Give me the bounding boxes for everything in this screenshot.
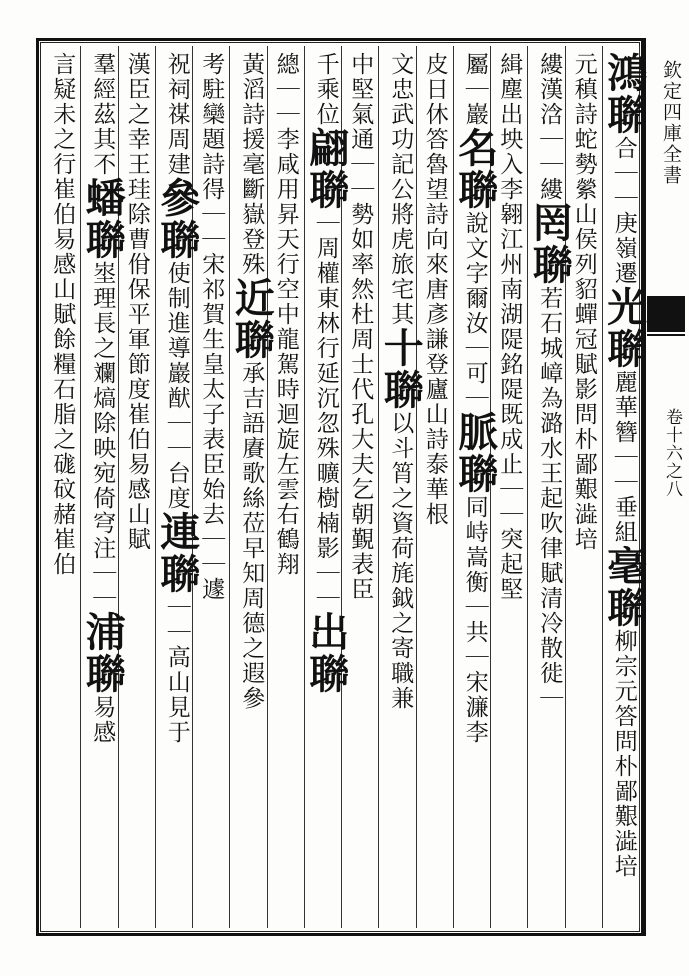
entry-heading: 光聯: [600, 286, 648, 370]
column-text: [600, 52, 648, 879]
entry-text: 王珪除曹佾保平軍節度: [123, 152, 150, 402]
fishtail-mark: [647, 296, 685, 330]
entry-text: 屬｜巖: [461, 52, 488, 127]
entry-heading: 浦聯: [79, 611, 127, 695]
column-text: [451, 52, 499, 745]
text-column: [526, 46, 574, 928]
entry-text: 皮日休答魯望詩向來: [421, 52, 448, 277]
column-text: [153, 52, 201, 745]
entry-text: 考駐欒題詩得｜｜: [198, 52, 225, 252]
text-column: [566, 46, 603, 928]
entry-text: 杜周士代孔大夫乞朝覲表臣: [347, 302, 374, 602]
entry-heading: 近聯: [228, 277, 276, 361]
text-column: [228, 46, 276, 928]
fold-line: [647, 330, 685, 336]
entry-text: 言疑未之行: [49, 52, 76, 177]
column-text: [228, 52, 276, 711]
column-text: [302, 52, 350, 695]
entry-text: 若石城嶂為潞水王起吹律賦清冷散徙｜: [536, 286, 563, 711]
text-column: [153, 46, 201, 928]
column-text: [526, 52, 574, 711]
entry-text: 崔伯: [49, 527, 76, 577]
entry-heading: 出聯: [302, 611, 350, 695]
entry-heading: 十聯: [377, 327, 425, 411]
entry-text: 埊理長之斕熇除映宛倚穹注｜｜: [89, 261, 116, 611]
column-text: [423, 52, 447, 527]
entry-text: 承吉語賡歌絲莅早知周德之遐參: [238, 361, 265, 711]
column-text: [274, 52, 298, 577]
entry-text: 千乘位: [312, 52, 339, 127]
entry-text: 文忠武功記公將虎旅宅其: [387, 52, 414, 327]
entry-heading: 參聯: [153, 177, 201, 261]
entry-text: 使制進導巖猷｜｜台度: [163, 261, 190, 511]
margin-juan-number: 卷十六之八: [662, 408, 682, 498]
column-text: [377, 52, 425, 711]
entry-text: ｜周權東林行延沉忽殊曠樹楠影｜｜: [312, 211, 339, 611]
entry-heading: 鴻聯: [600, 52, 648, 136]
entry-text: 以斗筲之資荷旄鉞之寄職兼: [387, 411, 414, 711]
entry-heading: 毫聯: [600, 545, 648, 629]
entry-text: 元稹詩蛇勢縈山: [570, 52, 597, 227]
entry-text: 祝祠禖周建: [163, 52, 190, 177]
column-text: [497, 52, 521, 602]
text-column: [44, 46, 81, 928]
entry-text: 李翱江州南湖隄銘隄既成止｜｜突起堅: [496, 177, 523, 602]
column-text: [348, 52, 372, 602]
entry-text: 總｜｜: [272, 52, 299, 127]
column-text: [199, 52, 223, 602]
entry-text: ｜｜高山見于: [163, 595, 190, 745]
entry-text: 說文字爾汝｜可｜: [461, 211, 488, 411]
entry-heading: 罔聯: [526, 202, 574, 286]
text-column: [268, 46, 305, 928]
entry-heading: 連聯: [153, 511, 201, 595]
entry-text: 李咸用昇天行空中龍駕時迴旋左雲右鶴翔: [272, 127, 299, 577]
entry-text: 柳宗元答問朴鄙艱澁培: [610, 629, 637, 879]
entry-text: 同峙嵩衡｜共｜宋濂李: [461, 495, 488, 745]
column-text: [125, 52, 149, 552]
entry-text: 崔伯易感山賦餘糧石脂之硥砇赭: [49, 177, 76, 527]
entry-text: 麗華簪｜｜垂組: [610, 370, 637, 545]
text-column: [451, 46, 499, 928]
entry-heading: 名聯: [451, 127, 499, 211]
entry-heading: 蟠聯: [79, 177, 127, 261]
column-text: [572, 52, 596, 552]
entry-text: 崔伯易感山賦: [123, 402, 150, 552]
entry-text: 易感: [89, 695, 116, 745]
entry-text: 唐彥謙登廬山詩泰華根: [421, 277, 448, 527]
entry-text: 羣經茲其不: [89, 52, 116, 177]
text-column: [302, 46, 350, 928]
entry-text: 漢臣之幸: [123, 52, 150, 152]
entry-text: 宋祁賀生皇太子表臣始去｜｜遽: [198, 252, 225, 602]
entry-text: 緝塵出坱入: [496, 52, 523, 177]
column-text: [50, 52, 74, 577]
entry-text: 問朴鄙艱澁培: [570, 402, 597, 552]
entry-text: 黃滔詩援毫斷嶽登殊: [238, 52, 265, 277]
entry-heading: 翩聯: [302, 127, 350, 211]
text-column: [79, 46, 127, 928]
text-column: [600, 46, 648, 928]
entry-text: 中堅氣通｜｜勢如率然: [347, 52, 374, 302]
entry-text: 侯列貂蟬冠賦影: [570, 227, 597, 402]
entry-text: 合｜｜庚嶺遷: [610, 136, 637, 286]
margin-title: 欽定四庫全書: [660, 60, 682, 186]
text-column: [377, 46, 425, 928]
entry-text: 縷漢浛｜｜縷: [536, 52, 563, 202]
column-text: [79, 52, 127, 745]
text-column: [417, 46, 454, 928]
entry-heading: 脈聯: [451, 411, 499, 495]
